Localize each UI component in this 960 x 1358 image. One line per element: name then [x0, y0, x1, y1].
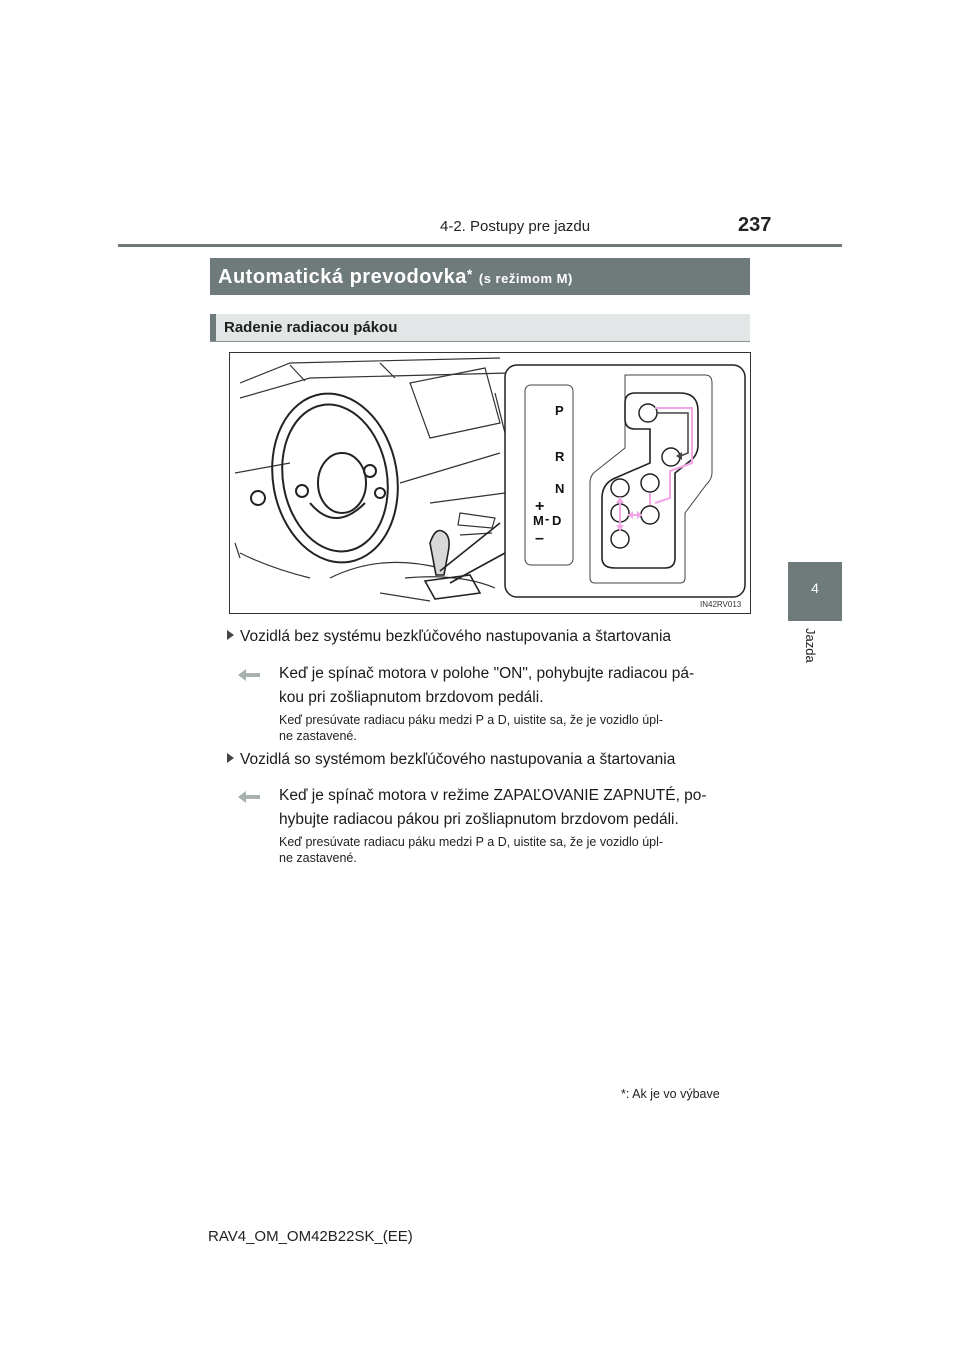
- instruction-paragraph-1: [279, 662, 745, 710]
- note-1-line-2: ne zastavené.: [279, 729, 357, 743]
- section-title-main: Automatická prevodovka: [218, 266, 467, 288]
- note-1-line-1: Keď presúvate radiacu páku medzi P a D, uistite sa, že je vozidlo úpl-: [279, 713, 664, 727]
- subheading-accent: [210, 314, 216, 341]
- note-2-line-1: Keď presúvate radiacu páku medzi P a D, uistite sa, že je vozidlo úpl-: [279, 835, 664, 849]
- subheading-bar: [210, 314, 750, 342]
- gate-label-plus: +: [535, 498, 545, 515]
- instruction-paragraph-2: [279, 784, 745, 832]
- triangle-bullet-icon: [227, 753, 234, 763]
- note-paragraph-1: [279, 712, 745, 744]
- note-2-line-2: ne zastavené.: [279, 851, 357, 865]
- footnote: [621, 1087, 720, 1101]
- chapter-tab-number: 4: [811, 580, 819, 596]
- bullet-heading-2-text: Vozidlá so systémom bezkľúčového nastupovania a štartovania: [240, 751, 676, 768]
- bullet-heading-1: [227, 628, 671, 646]
- bullet-heading-1-text: Vozidlá bez systému bezkľúčového nastupovania a štartovania: [240, 628, 672, 645]
- section-title-bar: [210, 258, 750, 295]
- chapter-label-text: Jazda: [803, 628, 818, 663]
- arrow-left-icon: [238, 669, 260, 681]
- note-paragraph-2: [279, 834, 745, 866]
- header-rule: [118, 244, 842, 247]
- illustration-svg: [230, 353, 750, 613]
- dashboard-drawing: [235, 358, 510, 601]
- optional-marker: *: [466, 266, 473, 282]
- instruction-2-line-2: hybujte radiacou pákou pri zošliapnutom brzdovom pedáli.: [279, 811, 679, 828]
- subheading-text: Radenie radiacou pákou: [224, 319, 398, 336]
- gate-label-dash: -: [545, 511, 550, 526]
- page-number: 237: [738, 214, 772, 236]
- steering-wheel-drawing: [251, 384, 411, 573]
- document-code: RAV4_OM_OM42B22SK_(EE): [208, 1228, 413, 1245]
- footnote-text: : Ak je vo výbave: [625, 1087, 720, 1101]
- triangle-bullet-icon: [227, 630, 234, 640]
- footnote-marker: *: [621, 1087, 626, 1101]
- chapter-tab: [788, 562, 842, 621]
- chapter-label: [800, 628, 820, 688]
- figure-code: IN42RV013: [700, 600, 742, 609]
- instruction-2-line-1: Keď je spínač motora v režime ZAPAĽOVANIE ZAPNUTÉ, po-: [279, 787, 707, 804]
- shift-gate-panel: [505, 365, 745, 597]
- instruction-1-line-2: kou pri zošliapnutom brzdovom pedáli.: [279, 689, 544, 706]
- gate-label-m: M: [533, 513, 544, 528]
- section-title: [218, 266, 573, 289]
- section-title-sub: (s režimom M): [478, 271, 573, 286]
- shift-lever-illustration: [229, 352, 751, 614]
- gate-label-d: D: [552, 513, 562, 528]
- section-reference: 4-2. Postupy pre jazdu: [440, 218, 591, 235]
- bullet-heading-2: [227, 751, 675, 769]
- gate-label-r: R: [555, 449, 565, 464]
- instruction-1-line-1: Keď je spínač motora v polohe "ON", pohybujte radiacou pá-: [279, 665, 695, 682]
- gate-label-p: P: [555, 403, 564, 418]
- gate-label-n: N: [555, 481, 565, 496]
- gate-label-minus: –: [535, 530, 544, 547]
- arrow-left-icon: [238, 791, 260, 803]
